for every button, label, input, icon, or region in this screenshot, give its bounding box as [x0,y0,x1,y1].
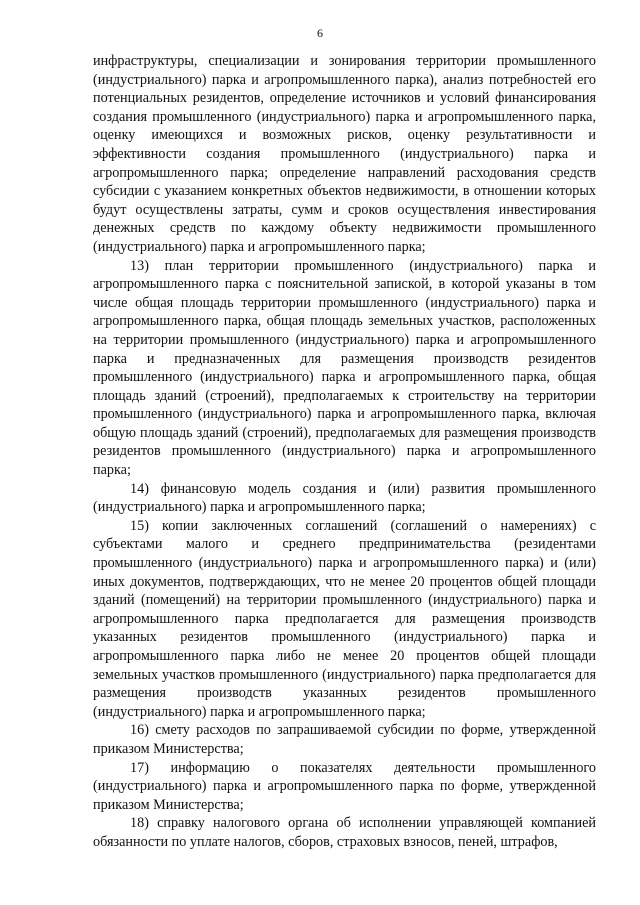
page-number: 6 [317,26,323,40]
paragraph-item-13: 13) план территории промышленного (индустриального) парка и агропромышленного парка с пояснительной запиской, в которой указаны в том числе общая площадь территории промышленного (индустриального) парка и агропромышленного парка, общая площадь земельных участков, расположенных на территории промышленного (индустриального) парка и агропромышленного парка и предназначенных для размещения производств резидентов промышленного (индустриального) парка и агропромышленного парка, общая площадь зданий (строений), предполагаемых к строительству на территории промышленного (индустриального) парка и агропромышленного парка, включая общую площадь зданий (строений), предполагаемых для размещения производств резидентов промышленного (индустриального) парка и агропромышленного парка; [93,257,596,479]
paragraph-item-18: 18) справку налогового органа об исполнении управляющей компанией обязанности по уплате налогов, сборов, страховых взносов, пеней, штрафов, [93,815,596,850]
paragraph-item-14: 14) финансовую модель создания и (или) развития промышленного (индустриального) парка и агропромышленного парка; [93,480,596,516]
paragraph-item-15: 15) копии заключенных соглашений (соглашений о намерениях) с субъектами малого и среднего предпринимательства (резидентами промышленного (индустриального) парка и агропромышленного парка) и (или) иных документов, подтверждающих, что не менее 20 процентов общей площади зданий (помещений) на территории промышленного (индустриального) парка и агропромышленного парка предполагается для размещения производств указанных резидентов промышленного (индустриального) парка и агропромышленного парка либо не менее 20 процентов общей площади земельных участков промышленного (индустриального) парка предполагается для размещения производств указанных резидентов промышленного (индустриального) парка и агропромышленного парка; [93,517,596,720]
paragraph-item-17: 17) информацию о показателях деятельности промышленного (индустриального) парка и агропромышленного парка по форме, утвержденной приказом Министерства; [93,759,596,813]
document-body [93,52,596,852]
paragraph-item-16: 16) смету расходов по запрашиваемой субсидии по форме, утвержденной приказом Министерства; [93,722,596,757]
paragraph-continuation: инфраструктуры, специализации и зонирования территории промышленного (индустриального) парка и агропромышленного парка), анализ потребностей его потенциальных резидентов, определение источников и условий финансирования создания промышленного (индустриального) парка и агропромышленного парка, оценку имеющихся и возможных рисков, оценку результативности и эффективности создания промышленного (индустриального) парка и агропромышленного парка; определение направлений расходования средств субсидии с указанием конкретных объектов недвижимости, в отношении которых будут осуществлены затраты, сумм и сроков осуществления инвестирования денежных средств по каждому объекту недвижимости промышленного (индустриального) парка и агропромышленного парка; [93,53,596,255]
